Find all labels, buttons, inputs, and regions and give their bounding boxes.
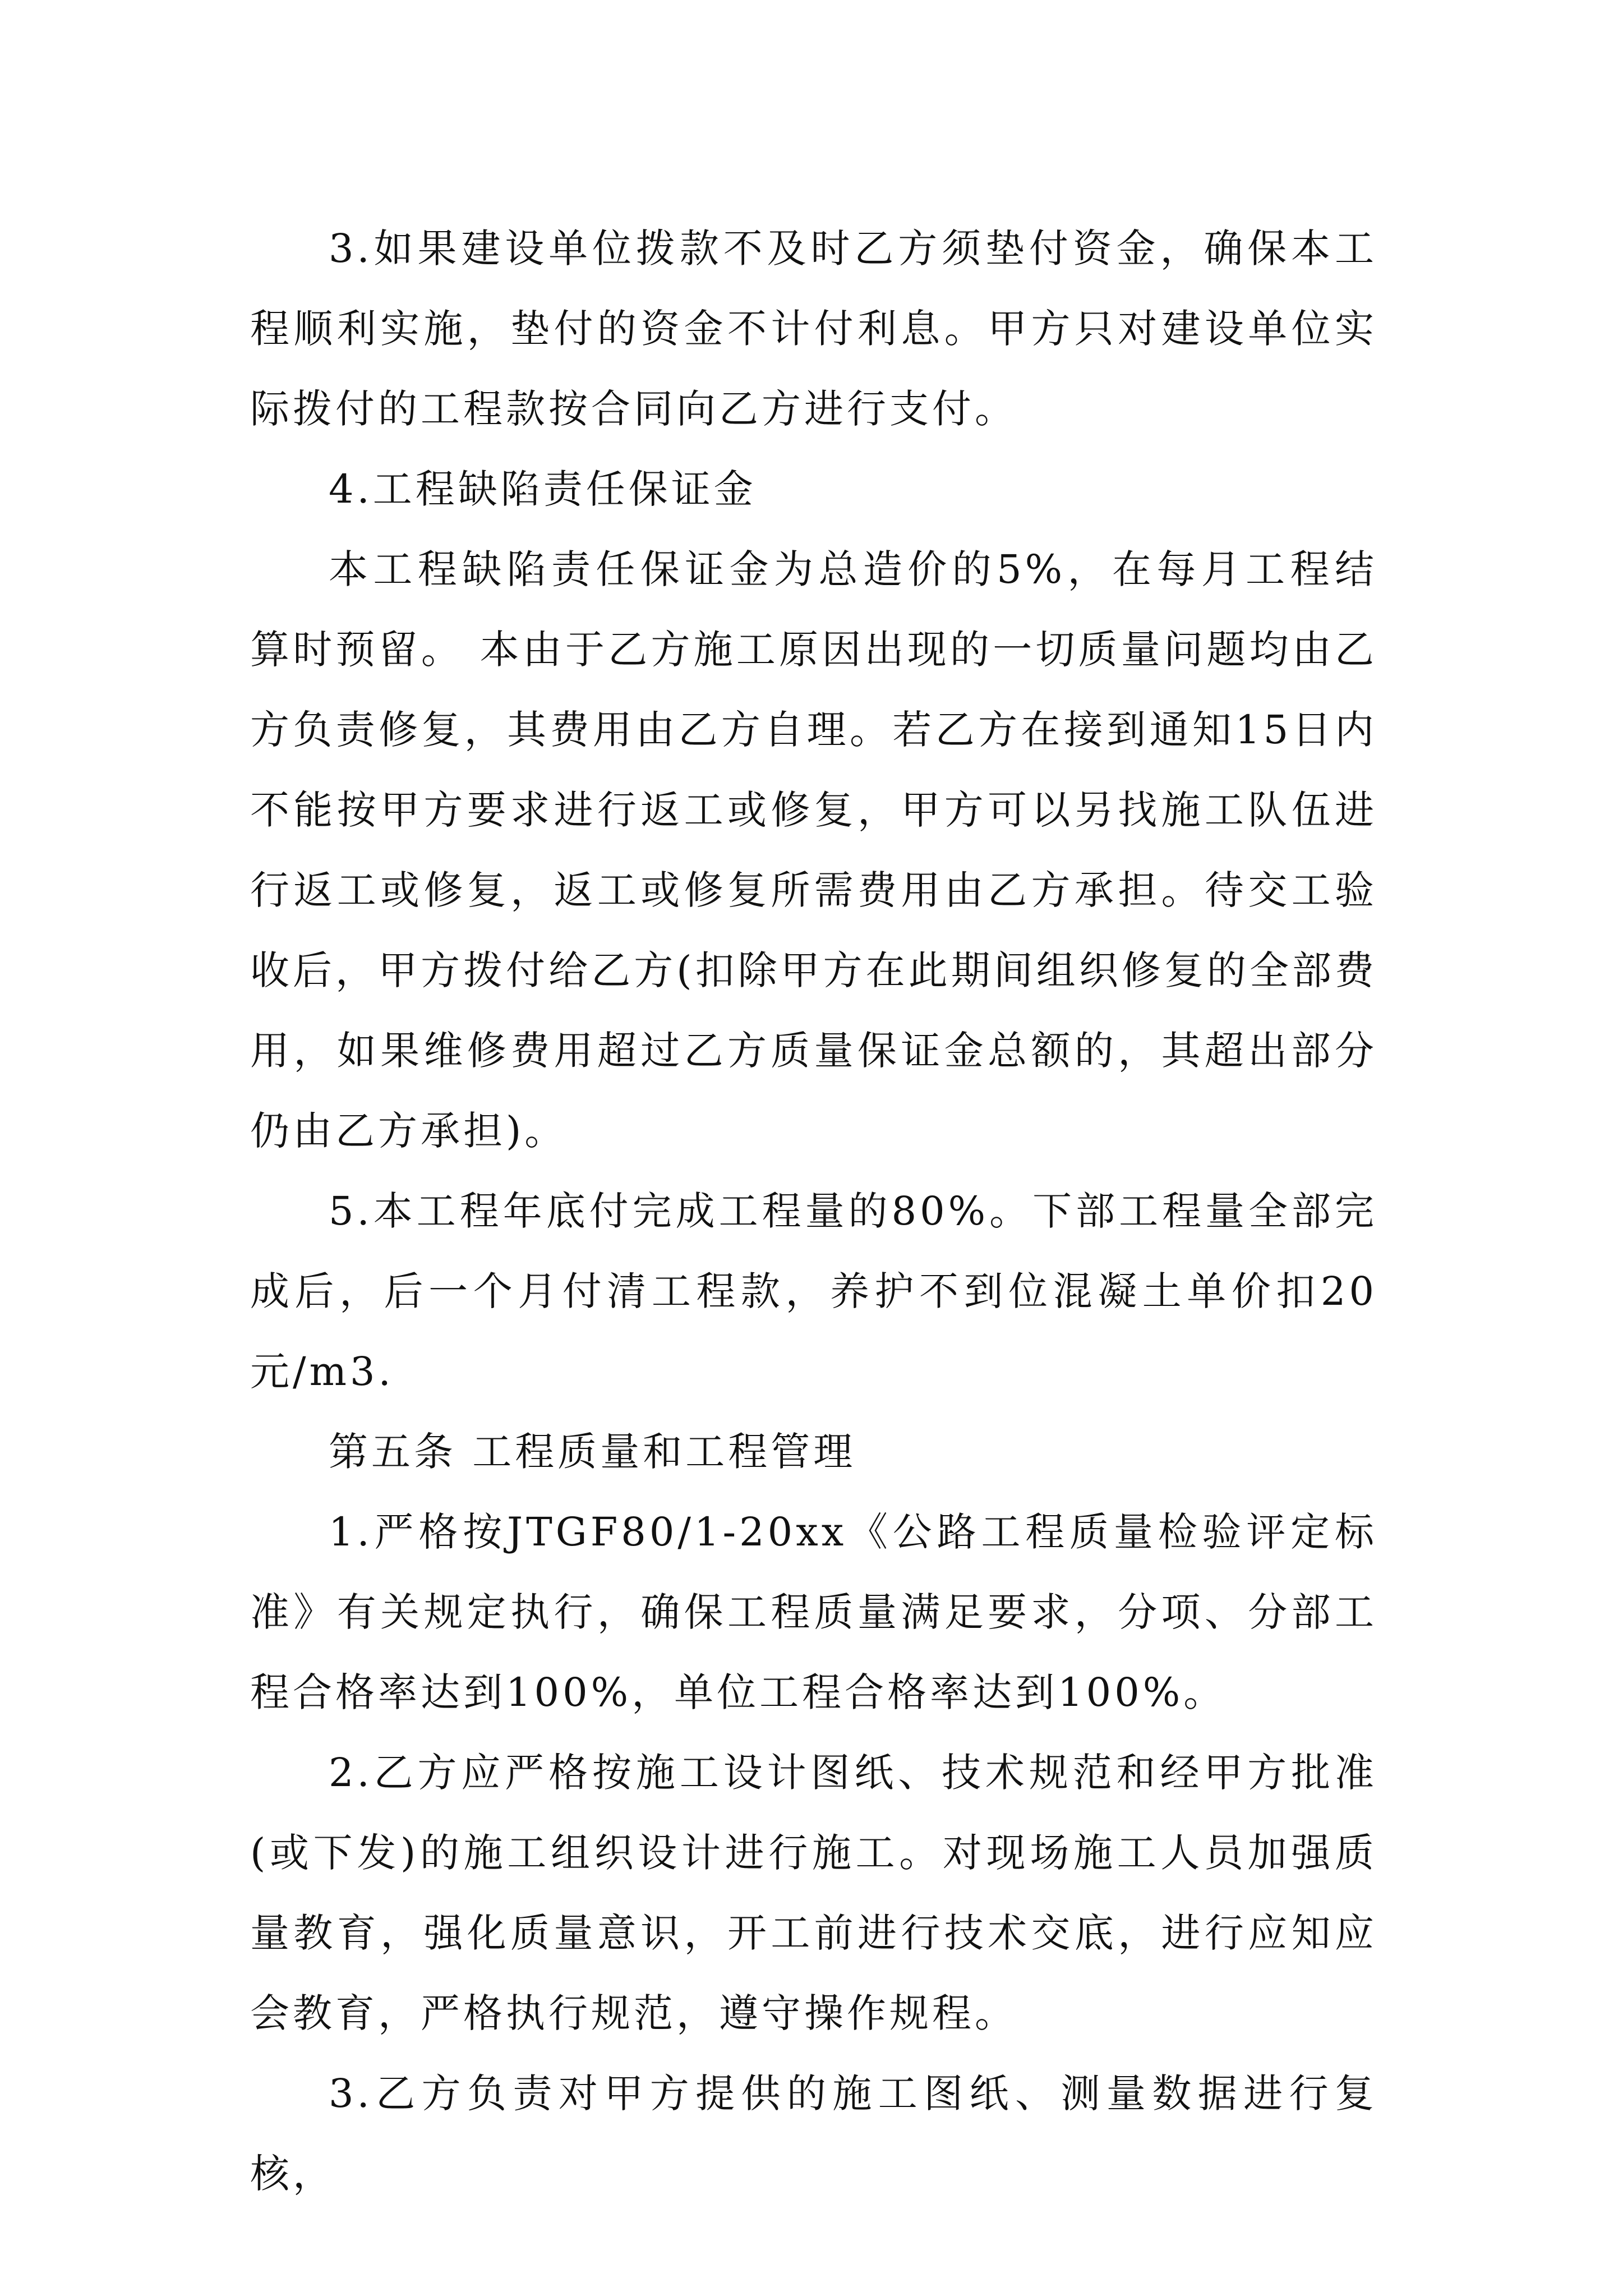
paragraph-drawing-review: 3.乙方负责对甲方提供的施工图纸、测量数据进行复核， [250, 2070, 1377, 2197]
paragraph-quality-standard: 1.严格按JTGF80/1-20xx《公路工程质量检验评定标准》有关规定执行，确保工程质量满足要求，分项、分部工程合格率达到100%，单位工程合格率达到100%。 [250, 1509, 1377, 1715]
paragraph-payment-advance: 3.如果建设单位拨款不及时乙方须垫付资金，确保本工程顺利实施，垫付的资金不计付利息。甲方只对建设单位实际拨付的工程款按合同向乙方进行支付。 [250, 226, 1377, 432]
paragraph-year-end-payment: 5.本工程年底付完成工程量的80%。下部工程量全部完成后，后一个月付清工程款，养护不到位混凝土单价扣20元/m3. [250, 1188, 1377, 1395]
document-body [250, 209, 1377, 2214]
section-heading-article-five: 第五条 工程质量和工程管理 [329, 1429, 856, 1475]
paragraph-defect-guarantee-heading: 4.工程缺陷责任保证金 [329, 466, 757, 512]
paragraph-construction-requirements: 2.乙方应严格按施工设计图纸、技术规范和经甲方批准(或下发)的施工组织设计进行施工。对现场施工人员加强质量教育，强化质量意识，开工前进行技术交底，进行应知应会教育，严格执行规范，遵守操作规程。 [250, 1750, 1377, 2036]
paragraph-defect-guarantee: 本工程缺陷责任保证金为总造价的5%，在每月工程结算时预留。 本由于乙方施工原因出现的一切质量问题均由乙方负责修复，其费用由乙方自理。若乙方在接到通知15日内不能按甲方要求进行返工或修复，甲方可以另找施工队伍进行返工或修复，返工或修复所需费用由乙方承担。待交工验收后，甲方拨付给乙方(扣除甲方在此期间组织修复的全部费用，如果维修费用超过乙方质量保证金总额的，其超出部分仍由乙方承担)。 [250, 546, 1377, 1154]
